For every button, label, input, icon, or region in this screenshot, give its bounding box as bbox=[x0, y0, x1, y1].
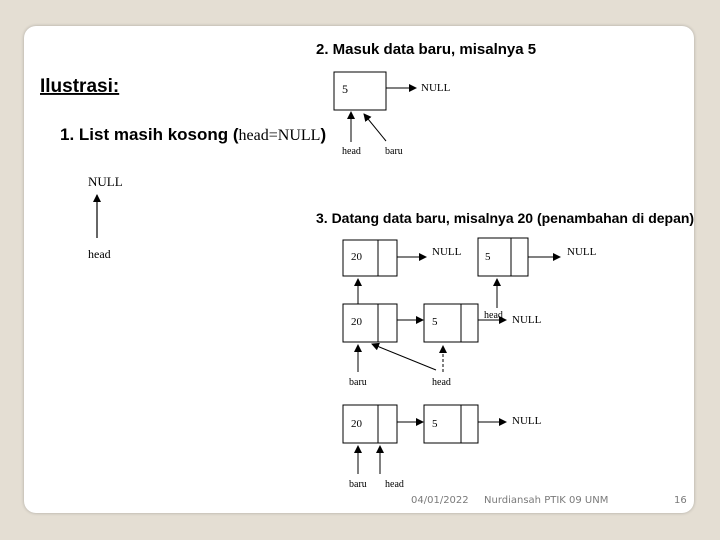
section2-baru-arrow bbox=[364, 114, 386, 141]
section1-heading-code: head=NULL bbox=[238, 127, 321, 144]
section2-baru-label: baru bbox=[385, 146, 403, 157]
row3-node-a-value: 20 bbox=[351, 418, 362, 430]
row3-node-b-value: 5 bbox=[432, 418, 438, 430]
section3-heading: 3. Datang data baru, misalnya 20 (penambahan di depan) bbox=[316, 210, 695, 226]
footer-date: 04/01/2022 bbox=[411, 495, 469, 506]
row1-node-b-value: 5 bbox=[485, 251, 491, 263]
illustration-label: Ilustrasi: bbox=[40, 76, 120, 97]
section1-null-label: NULL bbox=[88, 174, 123, 189]
row2-node-b-value: 5 bbox=[432, 316, 438, 328]
row3-head-label: head bbox=[385, 479, 404, 490]
row2-baru-label: baru bbox=[349, 377, 367, 388]
row3-baru-label: baru bbox=[349, 479, 367, 490]
section2-null-label: NULL bbox=[421, 82, 451, 94]
section1-heading bbox=[60, 125, 326, 144]
row1-node-a-value: 20 bbox=[351, 251, 362, 263]
footer-page-number: 16 bbox=[674, 495, 687, 506]
footer-author: Nurdiansah PTIK 09 UNM bbox=[484, 495, 609, 506]
section1-heading-prefix: 1. List masih kosong ( bbox=[60, 125, 239, 144]
row1-null-b-label: NULL bbox=[567, 246, 597, 258]
section2-head-label: head bbox=[342, 146, 361, 157]
row3-null-label: NULL bbox=[512, 415, 542, 427]
section1-heading-suffix: ) bbox=[320, 125, 327, 144]
row2-head-label-top: head bbox=[484, 310, 503, 321]
row2-node-a-value: 20 bbox=[351, 316, 362, 328]
row2-null-label: NULL bbox=[512, 314, 542, 326]
row2-head-move-arrow bbox=[372, 344, 436, 370]
section1-head-label: head bbox=[88, 247, 111, 261]
section2-node-value: 5 bbox=[342, 82, 348, 96]
row2-head-label-bottom: head bbox=[432, 377, 451, 388]
section2-heading: 2. Masuk data baru, misalnya 5 bbox=[316, 41, 537, 58]
row1-null-a-label: NULL bbox=[432, 246, 462, 258]
